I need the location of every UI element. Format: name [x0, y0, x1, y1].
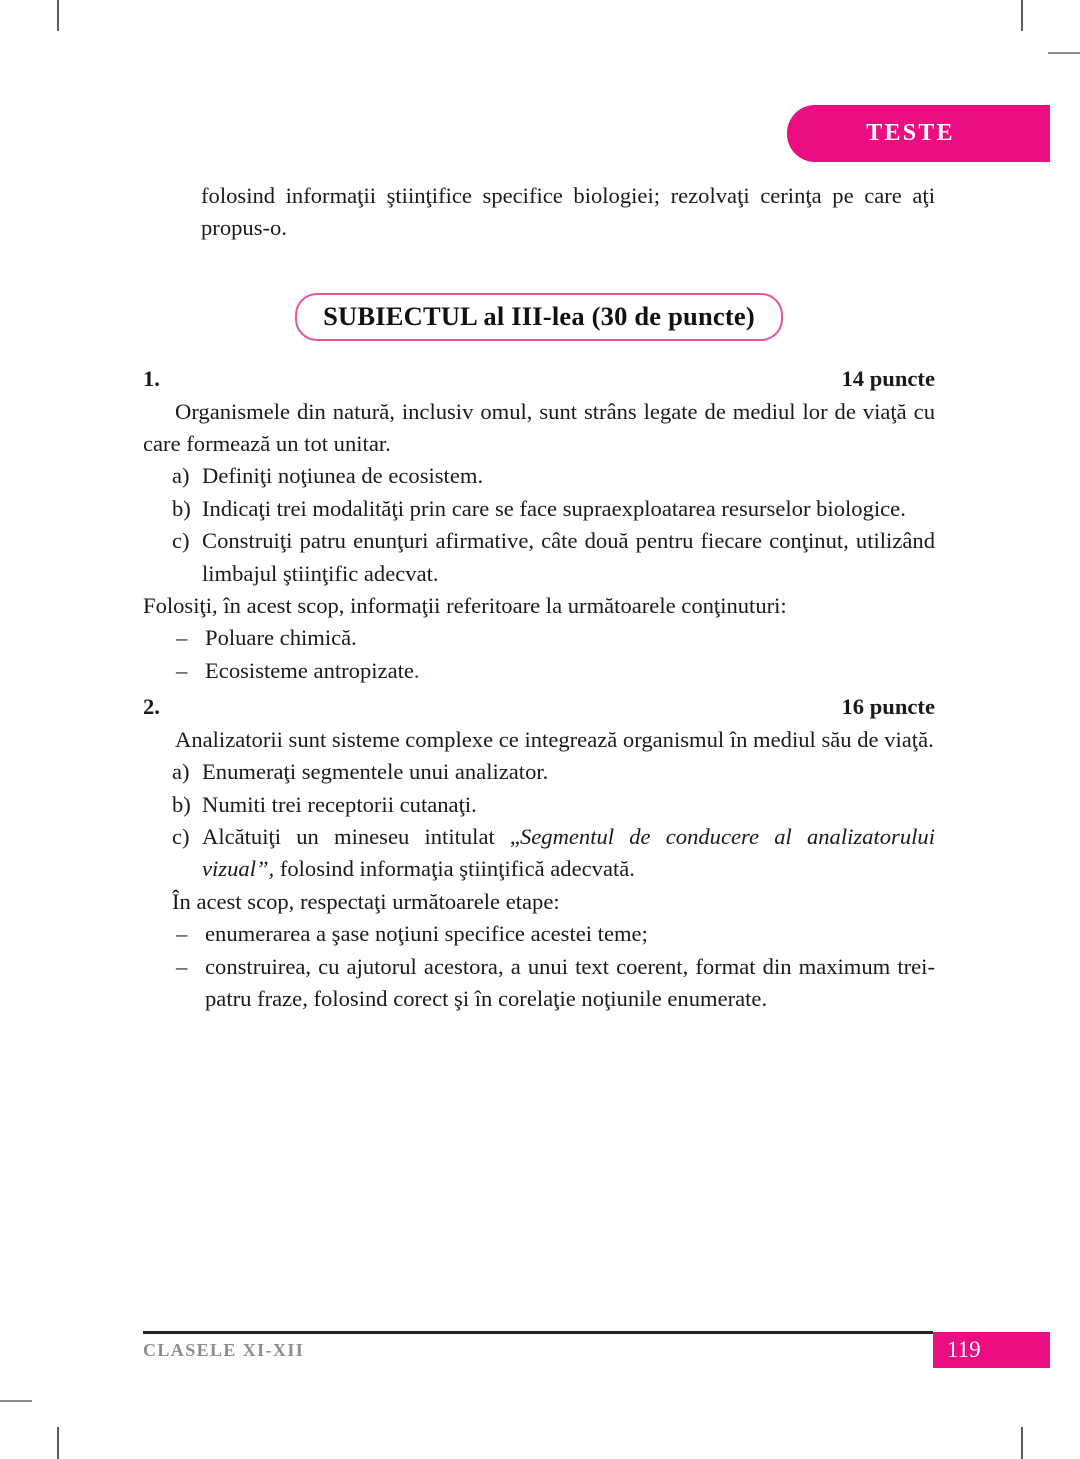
- question-2-header: [143, 691, 935, 723]
- item-text: Numiti trei receptorii cutanaţi.: [202, 791, 477, 817]
- dash-text: Poluare chimică.: [205, 625, 357, 651]
- footer-class-label: CLASELE XI-XII: [143, 1340, 305, 1360]
- item-marker: a): [172, 759, 190, 785]
- subject-title-container: [143, 293, 935, 341]
- item-text-before: Alcătuiţi un mineseu intitulat „: [202, 823, 520, 849]
- dash-bullet: –: [176, 625, 188, 651]
- question-2-points: 16 puncte: [841, 694, 935, 720]
- item-text: Definiţi noţiunea de ecosistem.: [202, 463, 484, 489]
- dash-text: construirea, cu ajutorul acestora, a unui text coerent, format din maximum trei-patru fraze, folosind corect şi în corelaţie noţiunile enumerate.: [205, 953, 935, 1011]
- question-1-points: 14 puncte: [841, 366, 935, 392]
- item-text: [202, 821, 935, 886]
- crop-mark-bottom-left: [57, 1427, 59, 1459]
- crop-mark-top-right-horizontal: [1048, 52, 1080, 54]
- item-text: Indicaţi trei modalităţi prin care se face supraexploatarea resurselor biologice.: [202, 495, 906, 521]
- crop-mark-top-right: [1021, 0, 1023, 31]
- item-marker: b): [172, 791, 191, 817]
- page-number: 119: [947, 1337, 981, 1362]
- teste-badge: [787, 105, 1050, 162]
- crop-mark-bottom-left-horizontal: [0, 1400, 32, 1402]
- question-2-stem: Analizatorii sunt sisteme complexe ce integrează organismul în mediul său de viaţă.: [175, 726, 934, 752]
- question-2-dash-item-1: [176, 918, 935, 950]
- dash-bullet: –: [176, 921, 188, 947]
- question-1-item-b: [172, 493, 935, 525]
- question-2-item-b: [172, 789, 935, 821]
- question-1-note: Folosiţi, în acest scop, informaţii referitoare la următoarele conţinuturi:: [143, 593, 787, 619]
- question-2-note: În acest scop, respectaţi următoarele etape:: [172, 888, 560, 914]
- question-2-dash-item-2: [176, 951, 935, 1016]
- question-2-number: 2.: [143, 694, 160, 720]
- item-marker: c): [172, 823, 190, 849]
- dash-text-main: Ecosisteme antropizate: [205, 657, 414, 683]
- teste-badge-label: TESTE: [866, 120, 955, 146]
- dash-bullet: –: [176, 953, 188, 979]
- subject-title-pill: SUBIECTUL al III-lea (30 de puncte): [295, 293, 783, 341]
- question-1-number: 1.: [143, 366, 160, 392]
- dash-bullet: –: [176, 657, 188, 683]
- item-marker: a): [172, 463, 190, 489]
- crop-mark-top-left: [57, 0, 59, 31]
- item-text-after: folosind informaţia ştiinţifică adecvată.: [274, 856, 635, 882]
- page-content: [143, 180, 935, 1015]
- question-2-item-a: [172, 756, 935, 788]
- question-2-item-c: [172, 821, 935, 886]
- question-1-dash-item-1: [176, 622, 935, 654]
- intro-paragraph: folosind informaţii ştiinţifice specifice biologiei; rezolvaţi cerinţa pe care aţi propus-o.: [201, 183, 935, 241]
- question-1-item-a: [172, 460, 935, 492]
- item-text: Enumeraţi segmentele unui analizator.: [202, 759, 549, 785]
- page-number-block: [933, 1332, 1050, 1368]
- dash-text: [205, 655, 935, 687]
- trailing-period: .: [413, 657, 420, 683]
- crop-mark-bottom-right: [1021, 1427, 1023, 1459]
- question-1-header: [143, 363, 935, 395]
- dash-text: enumerarea a şase noţiuni specifice acestei teme;: [205, 921, 648, 947]
- item-marker: b): [172, 495, 191, 521]
- item-text: Construiţi patru enunţuri afirmative, câte două pentru fiecare conţinut, utilizând limbajul ştiinţific adecvat.: [202, 528, 935, 586]
- question-1-stem: Organismele din natură, inclusiv omul, sunt strâns legate de mediul lor de viaţă cu care formează un tot unitar.: [143, 398, 935, 457]
- question-1-dash-item-2: [176, 655, 935, 687]
- question-1-item-c: [172, 525, 935, 590]
- essay-title-italic: Segmentul de conducere al analizatorului vizual”,: [202, 823, 935, 882]
- item-marker: c): [172, 528, 190, 554]
- footer-divider: [143, 1331, 933, 1334]
